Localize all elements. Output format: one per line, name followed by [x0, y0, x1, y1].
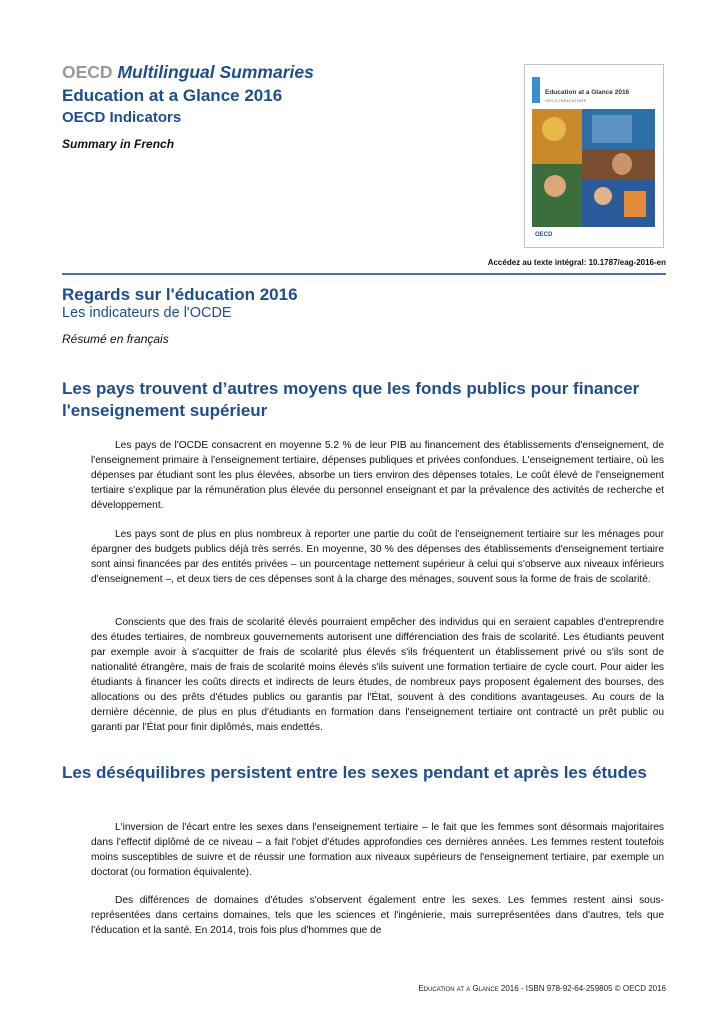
document-subtitle-en: OECD Indicators [62, 109, 182, 126]
full-text-link[interactable]: Accédez au texte intégral: 10.1787/eag-2016-en [487, 258, 666, 267]
summary-language-fr: Résumé en français [62, 332, 169, 346]
cover-title: Education at a Glance 2016 [545, 89, 630, 96]
header-divider [62, 273, 666, 275]
brand-name: OECD [62, 62, 113, 82]
document-title-en: Education at a Glance 2016 [62, 86, 283, 105]
brand-line [62, 62, 314, 83]
paragraph: L'inversion de l'écart entre les sexes dans l'enseignement tertiaire – le fait que les femmes sont désormais majoritaires dans l'effectif diplômé de ce niveau – a fait l'objet d'études approfondies ces dernières années. Les femmes restent toutefois moins susceptibles de suivre et de réussir une formation aux niveaux supérieurs de l'enseignement tertiaire, par exemple un doctorat (ou formation équivalente). [91, 822, 664, 878]
cover-subtitle: OECD INDICATORS [545, 98, 587, 103]
paragraph: Les pays sont de plus en plus nombreux à reporter une partie du coût de l'enseignement tertiaire sur les ménages pour épargner des budgets publics déjà très serrés. En moyenne, 30 % des dépenses des établissements d'enseignement tertiaire sont ainsi financées par des entités privées – un pourcentage nettement supérieur à celui qui s'observe aux niveaux inférieurs d'enseignement –, et deux tiers de ces dépenses sont à la charge des ménages, souvent sous la forme de frais de scolarité. [91, 529, 664, 585]
paragraph: Des différences de domaines d'études s'observent également entre les sexes. Les femmes restent ainsi sous-représentées dans certains domaines, tels que les sciences et l'ingénierie, mais surreprésentées dans d'autres, tels que l'éducation et la santé. En 2014, trois fois plus d'hommes que de [91, 895, 664, 936]
section-heading-funding: Les pays trouvent d’autres moyens que les fonds publics pour financer l'enseignement supérieur [62, 379, 640, 420]
summary-language-en: Summary in French [62, 137, 175, 151]
series-name: Multilingual Summaries [117, 62, 314, 82]
page-footer [418, 984, 666, 993]
document-title-fr: Regards sur l'éducation 2016 [62, 285, 298, 304]
footer-series: Education at a Glance 2016 [418, 984, 519, 993]
cover-logo: OECD [535, 232, 553, 238]
paragraph: Les pays de l'OCDE consacrent en moyenne 5.2 % de leur PIB au financement des établissements d'enseignement, de l'enseignement primaire à l'enseignement tertiaire, dépenses publiques et privées confondues. L'enseignement tertiaire, où les dépenses par étudiant sont les plus élevées, absorbe un tiers environ des dépenses totales. Le coût élevé de l'enseignement tertiaire s'explique par la rémunération plus élevée du personnel enseignant et par la prévalence des activités de recherche et développement. [91, 440, 664, 511]
paragraph: Conscients que des frais de scolarité élevés pourraient empêcher des individus qui en seraient capables d'entreprendre des études tertiaires, de nombreux gouvernements autorisent une différenciation des frais de scolarité. Les étudiants peuvent par exemple avoir à s'acquitter de frais de scolarité plus élevés s'ils fréquentent un établissement privé ou s'ils sont de nationalité étrangère, mais de frais de scolarité moins élevés s'ils suivent une formation tertiaire de cycle court. Pour aider les étudiants à financer les coûts directs et indirects de leurs études, de nombreux pays proposent également des bourses, des allocations ou des prêts d'études publics ou garantis par l'État, souvent à des conditions avantageuses. Au cours de la dernière décennie, de plus en plus d'étudiants en formation dans l'enseignement tertiaire ont contracté un prêt public ou garanti par l'État pour finir diplômés, mais endettés. [91, 617, 664, 733]
document-subtitle-fr: Les indicateurs de l'OCDE [62, 305, 232, 321]
footer-isbn: - ISBN 978-92-64-259805 © OECD 2016 [518, 984, 666, 993]
section-heading-gender: Les déséquilibres persistent entre les sexes pendant et après les études [62, 763, 647, 782]
cover-stripe [532, 77, 540, 103]
book-cover[interactable] [524, 64, 664, 248]
cover-photo-collage [532, 109, 655, 227]
